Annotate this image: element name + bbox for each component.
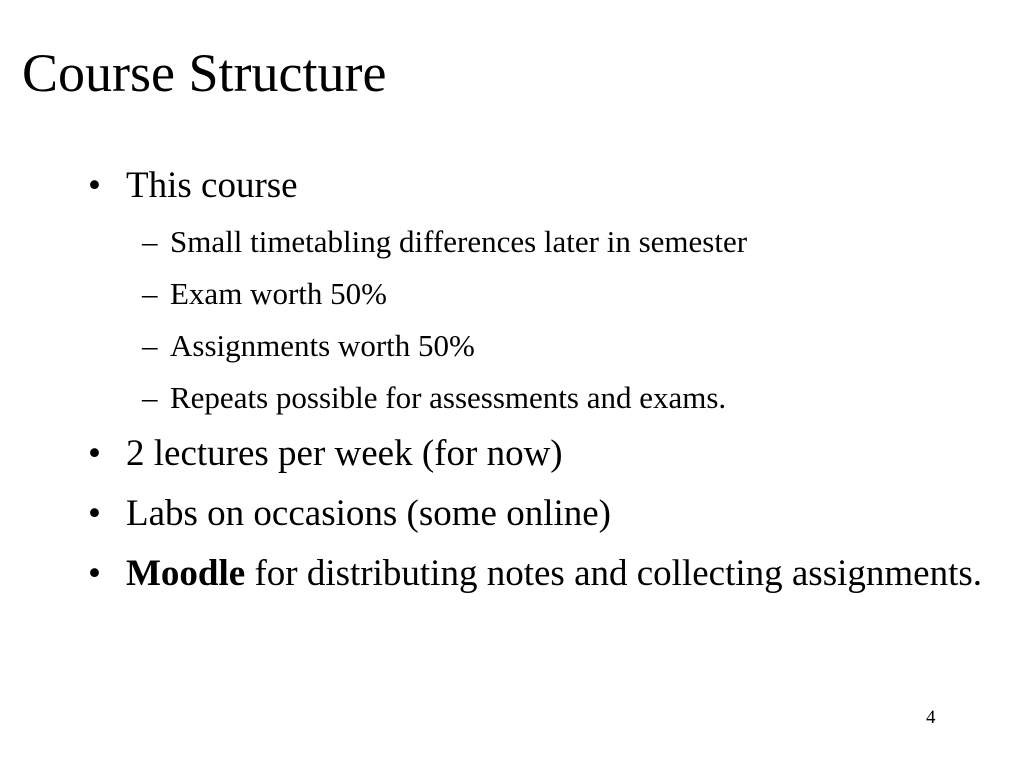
sub-item-text: Small timetabling differences later in semester <box>170 224 748 259</box>
dash-glyph: – <box>142 276 158 311</box>
sub-item <box>126 274 988 314</box>
bullet-item <box>88 430 988 478</box>
bold-term: Moodle <box>126 553 246 594</box>
bullet-text <box>126 550 988 598</box>
bullet-item <box>88 490 988 538</box>
bullet-glyph: • <box>88 493 101 534</box>
sub-item <box>126 222 988 262</box>
bullet-item <box>88 550 988 598</box>
bullet-text-rest: for distributing notes and collecting assignments. <box>245 553 983 594</box>
dash-glyph: – <box>142 224 158 259</box>
sub-item <box>126 378 988 418</box>
sub-item-text: Assignments worth 50% <box>170 328 475 363</box>
dash-glyph: – <box>142 380 158 415</box>
bullet-item <box>88 162 988 418</box>
slide-title: Course Structure <box>22 43 387 103</box>
sub-item-text: Exam worth 50% <box>170 276 387 311</box>
slide-body <box>88 162 988 610</box>
sub-list <box>126 222 988 418</box>
dash-glyph: – <box>142 328 158 363</box>
sub-item-text: Repeats possible for assessments and exams. <box>170 380 727 415</box>
page-number: 4 <box>926 707 936 728</box>
bullet-text: 2 lectures per week (for now) <box>126 433 563 474</box>
bullet-glyph: • <box>88 165 101 206</box>
bullet-glyph: • <box>88 433 101 474</box>
sub-item <box>126 326 988 366</box>
bullet-glyph: • <box>88 553 101 594</box>
bullet-text: This course <box>126 165 298 206</box>
bullet-text: Labs on occasions (some online) <box>126 493 611 534</box>
